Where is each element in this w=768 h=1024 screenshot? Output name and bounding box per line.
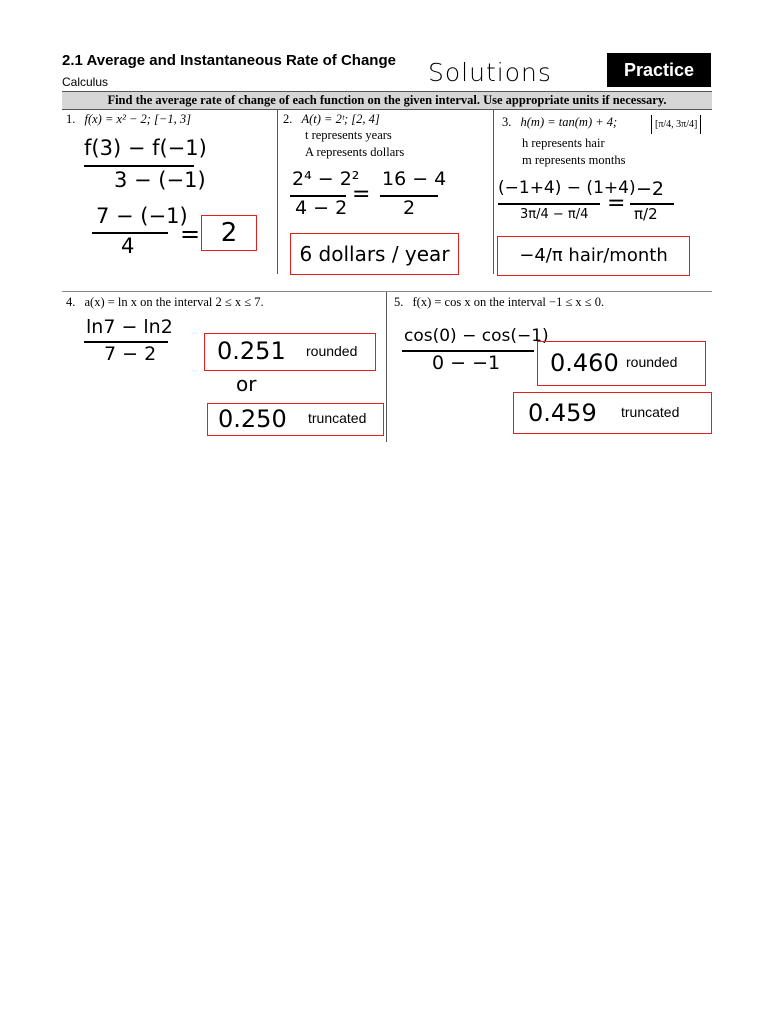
p3-work-denominator: 3π/4 − π/4 <box>520 207 589 222</box>
p2-equals-1: = <box>352 182 371 207</box>
problem-4-number: 4. <box>66 295 76 309</box>
p4-or: or <box>236 372 257 396</box>
problem-1 <box>66 112 191 127</box>
p1-work2-numerator: 7 − (−1) <box>96 204 188 228</box>
divider-row1-a <box>277 109 278 274</box>
p4-answer2-box <box>207 403 384 436</box>
p5-answer2-label: truncated <box>621 404 680 420</box>
problem-3-number: 3. <box>502 115 512 129</box>
practice-badge: Practice <box>607 53 711 87</box>
p1-work2-denominator: 4 <box>121 234 135 258</box>
problem-3-note-2: m represents months <box>522 153 626 167</box>
problem-3-interval: [π/4, 3π/4] <box>651 115 701 134</box>
p2-work-numerator: 2⁴ − 2² <box>292 168 360 190</box>
p4-answer1: 0.251 <box>217 337 286 365</box>
problem-2-number: 2. <box>283 112 293 126</box>
divider-row2 <box>386 292 387 442</box>
p3-answer-box <box>497 236 690 276</box>
p3-work-numerator: (−1+4) − (1+4) <box>498 178 636 198</box>
p2-answer: 6 dollars / year <box>299 242 450 266</box>
divider-row1-b <box>493 109 494 274</box>
p5-answer1-label: rounded <box>626 354 678 370</box>
course-name: Calculus <box>62 75 109 89</box>
problem-5-number: 5. <box>394 295 404 309</box>
p4-answer2: 0.250 <box>218 405 287 433</box>
p5-answer1-box <box>537 341 706 386</box>
p1-work-fraction-bar <box>84 165 194 167</box>
p4-answer1-box <box>204 333 376 371</box>
problem-2 <box>283 112 380 127</box>
p3-work-fraction-bar <box>498 203 600 205</box>
p5-answer2-box <box>513 392 712 434</box>
p4-work-numerator: ln7 − ln2 <box>86 316 173 338</box>
p3-equals: = <box>607 191 626 216</box>
problem-4-statement: a(x) = ln x on the interval 2 ≤ x ≤ 7. <box>84 295 264 309</box>
problem-3-note-1: h represents hair <box>522 136 605 150</box>
p1-answer: 2 <box>220 218 238 248</box>
p5-work-numerator: cos(0) − cos(−1) <box>404 326 549 346</box>
p1-work-numerator: f(3) − f(−1) <box>84 136 207 160</box>
p3-work2-denominator: π/2 <box>634 205 658 223</box>
p1-work-denominator: 3 − (−1) <box>114 168 206 192</box>
instructions-banner: Find the average rate of change of each function on the given interval. Use appropriate units if necessary. <box>62 91 712 110</box>
p4-answer2-label: truncated <box>308 410 367 426</box>
problem-3 <box>502 115 617 130</box>
p3-answer: −4/π hair/month <box>519 245 668 266</box>
p4-work-denominator: 7 − 2 <box>104 343 157 365</box>
p5-answer2: 0.459 <box>528 399 597 427</box>
problem-1-number: 1. <box>66 112 76 126</box>
problem-5-statement: f(x) = cos x on the interval −1 ≤ x ≤ 0. <box>412 295 605 309</box>
p2-work2-denominator: 2 <box>403 197 416 219</box>
p2-answer-box <box>290 233 459 275</box>
problem-2-statement: A(t) = 2ᵗ; [2, 4] <box>301 112 380 126</box>
worksheet-title: 2.1 Average and Instantaneous Rate of Change <box>62 52 396 69</box>
p5-answer1: 0.460 <box>550 349 619 377</box>
problem-4 <box>66 295 264 310</box>
problem-2-note-1: t represents years <box>305 128 392 142</box>
solutions-handwritten-label: Solutions <box>428 58 552 87</box>
p1-equals: = <box>180 220 201 248</box>
p2-work-denominator: 4 − 2 <box>295 197 348 219</box>
problem-1-statement: f(x) = x² − 2; [−1, 3] <box>84 112 191 126</box>
p4-answer1-label: rounded <box>306 343 358 359</box>
divider-row-separator <box>62 291 712 292</box>
problem-5 <box>394 295 604 310</box>
p3-work2-numerator: −2 <box>636 178 665 200</box>
p2-work2-numerator: 16 − 4 <box>382 168 447 190</box>
problem-3-statement: h(m) = tan(m) + 4; <box>520 115 618 129</box>
problem-2-note-2: A represents dollars <box>305 145 405 159</box>
p1-answer-box <box>201 215 257 251</box>
p5-work-denominator: 0 − −1 <box>432 352 501 374</box>
